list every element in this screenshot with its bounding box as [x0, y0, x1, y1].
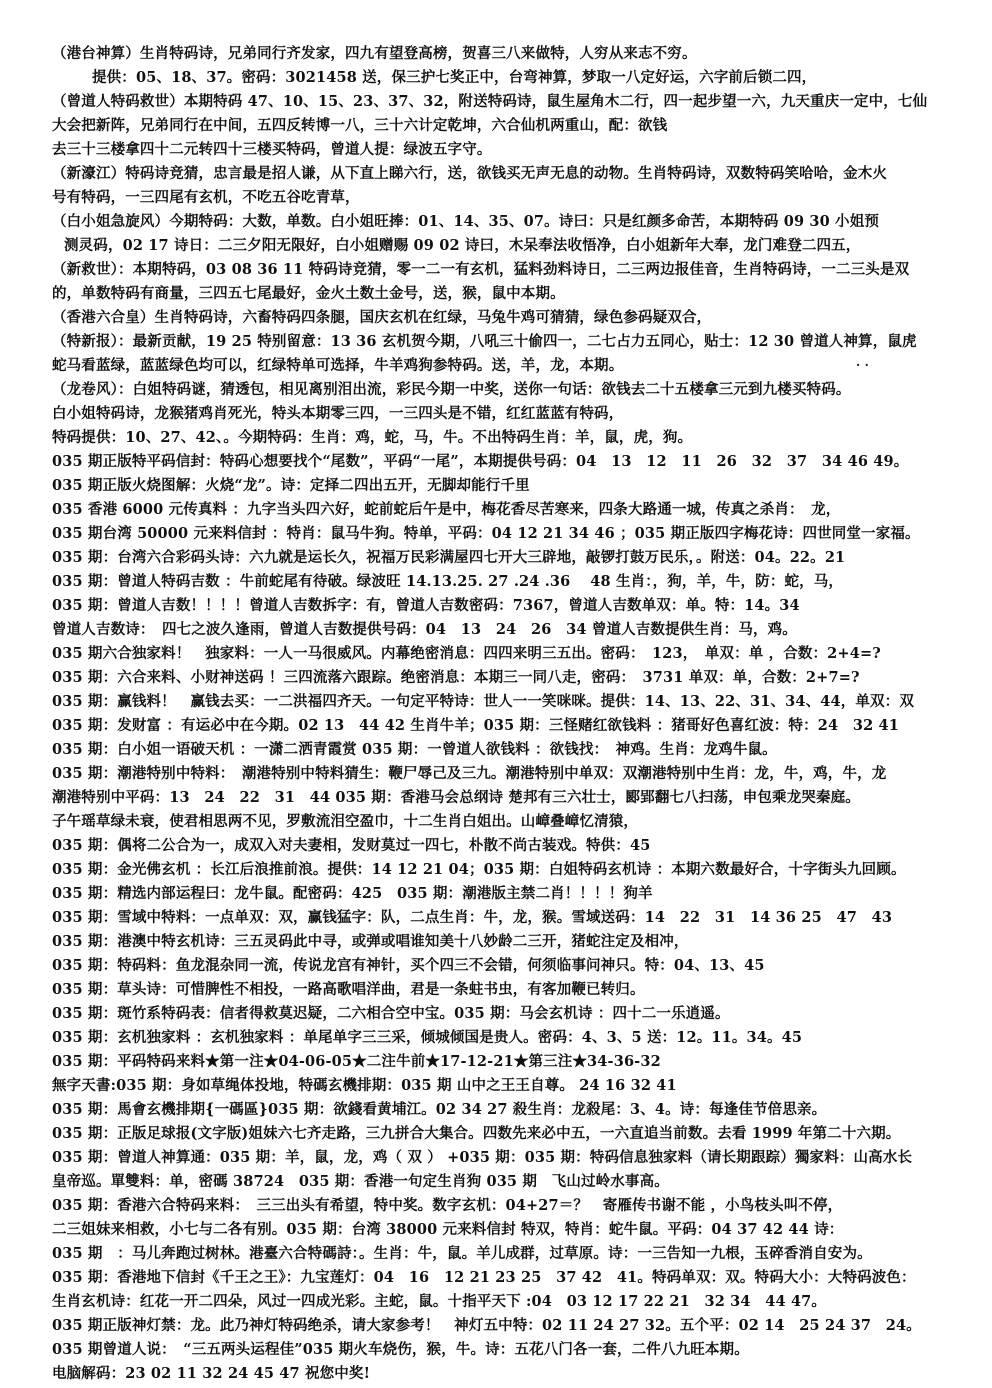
text-line: 035 期曾道人说： “三五两头运程佳”035 期火车烧伤，猴，牛。诗：五花八门各一套，二件八九旺本期。: [52, 1341, 749, 1358]
text-line: 035 期：特码料：鱼龙混杂同一流，传说龙宫有神针，买个四三不会错，何须临事问神只。特：04、13、45: [52, 957, 765, 974]
text-line: 035 期：港澳中特玄机诗：三五灵码此中寻，或弹或唱谁知美十八妙龄二三开，猪蛇注定及相冲，: [52, 933, 689, 950]
text-line: 潮港特别中平码：13 24 22 31 44 035 期：香港马会总纲诗 楚邦有三六壮士，郾郢翻七八扫荡，申包乘龙哭秦庭。: [52, 789, 860, 806]
text-line: （新濠江）特码诗竞猜，忠言最是招人谦，从下直上睇六行，送，欲钱买无声无息的动物。生肖特码诗，双数特码笑哈哈，金木火: [52, 165, 888, 182]
text-line: 电脑解码：23 02 11 32 24 45 47 祝您中奖!: [52, 1365, 371, 1382]
stray-dots: . .: [856, 355, 869, 369]
text-line: 035 期：发财富 ：有运必中在今期。02 13 44 42 生肖牛羊；035 期：三怪赌红欲钱料 ：猪哥好色喜红波：特：24 32 41: [52, 717, 900, 734]
text-line: （新救世）：本期特码，03 08 36 11 特码诗竞猜，零一二一有玄机，猛料劲料诗日，二三两边报佳音，生肖特码诗，一二三头是双: [52, 261, 910, 278]
text-line: 035 期：雪域中特料：一点单双：双，赢钱猛字：队，二点生肖：牛，龙，猴。雪域送码：14 22 31 14 36 25 47 43: [52, 909, 893, 926]
text-line: 提供：05、18、37。密码：3021458 送，保三护七奖正中，台弯神算，梦取一八定好运，六字前后锁二四，: [92, 69, 817, 86]
text-line: 035 期：曾道人特码吉数 ：牛前蛇尾有待破。绿波旺 14.13.25. 27 .24 .36 48 生肖：，狗，羊，牛，防：蛇，马，: [52, 573, 844, 590]
text-line: 035 期 ：马儿奔跑过树林。港臺六合特碼詩：。生肖：牛，鼠。羊儿成群，过草原。诗：一三告知一九根，玉碎香消自安为。: [52, 1245, 872, 1262]
text-line: 035 期：精选内部运程曰：龙牛鼠。配密码：425 035 期：潮港版主禁二肖！！！！狗羊: [52, 885, 653, 902]
text-line: 035 期：玄机独家料 ：玄机独家料 ：单尾单字三三采，倾城倾国是贵人。密码：4、3、5 送：12。11。34。45: [52, 1029, 803, 1046]
text-line: 035 期：曾道人神算通：035 期：羊，鼠，龙，鸡（ 双 ） +035 期：035 期：特码信息独家料（请长期跟踪）獨家料：山高水长: [52, 1149, 913, 1166]
text-line: 二三姐妹来相救，小七与二各有别。035 期：台湾 38000 元来料信封 特双，特肖：蛇牛鼠。平码：04 37 42 44 诗：: [52, 1221, 844, 1238]
text-line: 子午瑶草绿未衰，使君相思两不见，罗敷流泪空盈巾，十二生肖白姐出。山嶂叠嶂忆清猿，: [52, 813, 638, 830]
text-line: 035 期：馬會玄機排期{一碼區}035 期：欲錢看黄埔江。02 34 27 殺生肖：龙殺尾：3、4。诗：每逢佳节倍思亲。: [52, 1101, 827, 1118]
text-line: （龙卷风）：白姐特码谜，猜透包，相见离别泪出流，彩民今期一中奖，送你一句话：欲钱去二十五楼拿三元到九楼买特码。: [52, 381, 851, 398]
text-line: 035 期台湾 50000 元来料信封 ：特肖：鼠马牛狗。特单，平码：04 12 21 34 46 ；035 期正版四字梅花诗：四世同堂一家福。: [52, 525, 920, 542]
text-line: 测灵码，02 17 诗日：二三夕阳无限好，白小姐赠赐 09 02 诗曰，木呆奉法收悟净，白小姐新年大奉，龙门难登二四五，: [64, 237, 861, 254]
text-line: 035 期六合独家料！ 独家料：一人一马很威风。内幕绝密消息：四四来明三五出。密码： 123， 单双：单 ，合数：2+4=?: [52, 645, 881, 662]
text-line: （特新报）：最新贡献，19 25 特别留意：13 36 玄机贺今期，八吼三十偷四一，二七占力五同心，贴士：12 30 曾道人神算，鼠虎: [52, 333, 917, 350]
text-line: 蛇马看蓝绿，蓝蓝绿色均可以，红绿特单可选择，牛羊鸡狗参特码。送，羊，龙，本期。: [52, 357, 624, 374]
text-line: （曾道人特码救世）本期特码 47、10、15、23、37、32，附送特码诗，鼠生屋角木二行，四一起步望一六，九天重庆一定中，七仙: [52, 93, 928, 110]
text-line: （香港六合皇）生肖特码诗，六畜特码四条腿，国庆玄机在红绿，马兔牛鸡可猜猜，绿色参码疑双合，: [52, 309, 712, 326]
text-line: 大会把新阵，兄弟同行在中间，五四反转博一八，三十六计定乾坤，六合仙机两重山，配：欲钱: [52, 117, 668, 134]
text-line: 去三十三楼拿四十二元转四十三楼买特码，曾道人提：绿波五字守。: [52, 141, 492, 158]
text-line: （白小姐急旋风）今期特码：大数，单数。白小姐旺捧：01、14、35、07。诗曰：只是红颜多命苦，本期特码 09 30 小姐预: [52, 213, 880, 230]
text-line: 035 期：偶将二公合为一，成双入对夫妻相，发财莫过一四七，朴散不尚古装戏。特供：45: [52, 837, 651, 854]
text-line: 035 期：金光佛玄机 ：长江后浪推前浪。提供：14 12 21 04；035 期：白姐特码玄机诗 ：本期六数最好合，十字街头九回顾。: [52, 861, 906, 878]
text-line: 的，单数特码有商量，三四五七尾最好，金火土数土金号，送，猴，鼠中本期。: [52, 285, 565, 302]
text-line: 035 期：六合来料、小财神送码 ！三四流落六跟踪。绝密消息：本期三一同八走，密码： 3731 单双：单，合数：2+7=?: [52, 669, 860, 686]
text-line: 035 期正版神灯禁：龙。此乃神灯特码绝杀，请大家参考！ 神灯五中特：02 11 24 27 32。五个平：02 14 25 24 37 24。: [52, 1317, 921, 1334]
text-line: 035 期：平码特码来料★第一注★04-06-05★二注牛前★17-12-21★第三注★34-36-32: [52, 1053, 661, 1070]
text-line: 035 期正版火烧图解：火烧“龙”。诗：定择二四出五开，无脚却能行千里: [52, 477, 530, 494]
text-line: 035 期：潮港特别中特料： 潮港特别中特料猜生：鞭尸辱己及三九。潮港特别中单双：双潮港特别中生肖：龙，牛，鸡，牛，龙: [52, 765, 887, 782]
text-line: 035 期：香港六合特码来料： 三三出头有希望，特中奖。数字玄机：04+27＝？ 寄雁传书谢不能 ，小鸟枝头叫不停，: [52, 1197, 843, 1214]
text-line: 白小姐特码诗，龙猴猪鸡肖死光，特头本期零三四，一三四头是不错，红红蓝蓝有特码，: [52, 405, 624, 422]
text-line: 特码提供：10、27、42、。今期特码：生肖：鸡，蛇，马，牛。不出特码生肖：羊，鼠，虎，狗。: [52, 429, 693, 446]
text-line: 035 期：台湾六合彩码头诗：六九就是运长久，祝福万民彩满屋四七开大三辟地，敲锣打鼓万民乐，。附送：04。22。21: [52, 549, 846, 566]
text-line: 035 期：曾道人吉数！！！！曾道人吉数拆字：有，曾道人吉数密码：7367，曾道人吉数单双：单。特：14。34: [52, 597, 800, 614]
text-line: 号有特码，一三四尾有玄机，不吃五谷吃青草，: [52, 189, 360, 206]
text-line: 035 期：正版足球报(文字版)姐妹六七齐走路，三九拼合大集合。四数先来必中五，一六直追当前数。去看 1999 年第二十六期。: [52, 1125, 901, 1142]
text-line: 035 期：香港地下信封《千王之王》：九宝莲灯：04 16 12 21 23 25 37 42 41。特码单双：双。特码大小：大特码波色：: [52, 1269, 916, 1286]
text-line: 曾道人吉数诗： 四七之波久逢雨，曾道人吉数提供号码：04 13 24 26 34 曾道人吉数提供生肖：马，鸡。: [52, 621, 797, 638]
text-line: 無字天書:035 期：身如草绳体投地，特碼玄機排期：035 期 山中之王王自尊。 24 16 32 41: [52, 1077, 677, 1094]
text-line: （港台神算）生肖特码诗，兄弟同行齐发家，四九有望登高榜，贺喜三八来做特，人穷从来志不穷。: [52, 45, 697, 62]
text-line: 035 香港 6000 元传真料 ：九字当头四六好，蛇前蛇后午是中，梅花香尽苦寒来，四条大路通一城，传真之杀肖： 龙，: [52, 501, 841, 518]
text-line: 035 期：斑竹系特码表：信者得救莫迟疑，二六相合空中宝。035 期：马会玄机诗 ：四十二一乐逍遥。: [52, 1005, 730, 1022]
text-line: 035 期：白小姐一语破天机 ：一潇二洒青霞赏 035 期：一曾道人欲钱料 ：欲钱找： 神鸡。生肖：龙鸡牛鼠。: [52, 741, 777, 758]
text-line: 皇帝巡。單雙料：单，密碼 38724 035 期：香港一句定生肖狗 035 期 飞山过岭水事高。: [52, 1173, 669, 1190]
text-line: 生肖玄机诗：红花一开二四朵，风过一四成光彩。主蛇，鼠。十指平天下 :04 03 12 17 22 21 32 34 44 47。: [52, 1293, 827, 1310]
text-line: 035 期：草头诗：可惜脾性不相投，一路高歌唱洋曲，君是一条蛀书虫，有客加鞭已转归。: [52, 981, 645, 998]
text-line: 035 期正版特平码信封：特码心想要找个“尾数”，平码“一尾”，本期提供号码：04 13 12 11 26 32 37 34 46 49。: [52, 453, 909, 470]
text-line: 035 期：赢钱料！ 赢钱去买：一二洪福四齐天。一句定平特诗：世人一一笑咪咪。提供：14、13、22、31、34、44，单双：双: [52, 693, 914, 710]
